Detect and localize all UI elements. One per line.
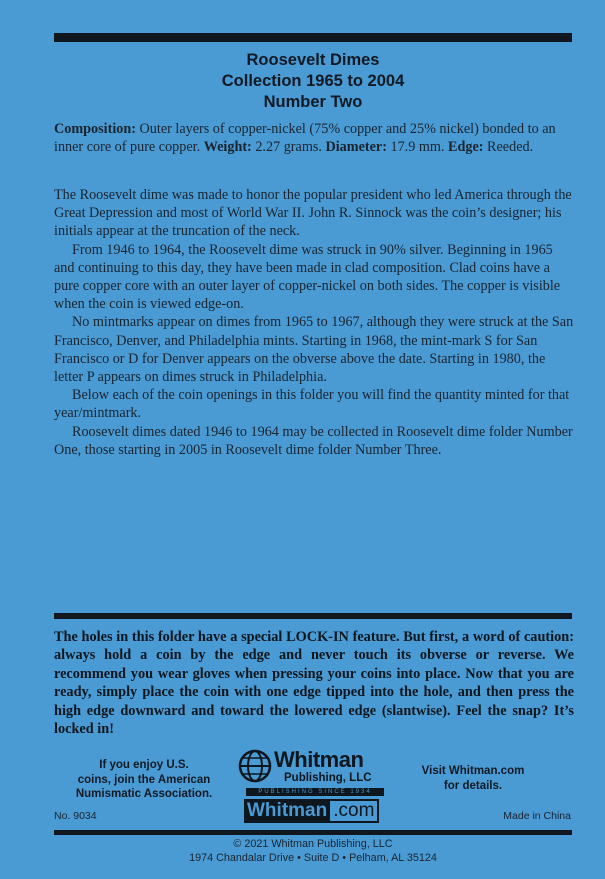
diameter-text: 17.9 mm. [386,139,449,156]
paragraph-silver: From 1946 to 1964, the Roosevelt dime was struck in 90% silver. Beginning in 1965 and continuing to this day, they have been made in clad composition. Clad coins have a pure copper core with an outer layer of copper-nickel on both sides. The copper is visible when the coin is viewed edge-on. [54,241,561,313]
edge-text: Reeded. [483,139,534,156]
title-line-1: Roosevelt Dimes [246,51,380,69]
catalog-number: No. 9034 [54,810,97,822]
bottom-rule [54,830,572,835]
composition-text: Outer layers of copper-nickel (75% copper and 25% nickel) bonded to an inner core of pure copper. [54,121,556,156]
lockin-instructions: The holes in this folder have a special LOCK-IN feature. But first, a word of caution: always hold a coin by the edge and never touch its obverse or reverse. We recommend you wear gloves when pressing your coins into place. Now that you are ready, simply place the coin with one edge tipped into the hole, and then press the high edge downward and toward the lowered edge (slantwise). Feel the snap? It’s locked in! [54,629,574,738]
diameter-label: Diameter: [325,139,387,156]
history-text [54,186,574,459]
copyright-line: © 2021 Whitman Publishing, LLC [233,838,393,850]
wordmark-com: .com [330,799,379,823]
page-title [54,50,572,113]
whitman-com-wordmark [244,799,379,823]
weight-label: Weight: [203,139,252,156]
ana-line-3: Numismatic Association. [75,788,213,800]
brand-subtitle: Publishing, LLC [284,772,372,784]
made-in-label: Made in China [503,810,571,822]
weight-text: 2.27 grams. [251,139,326,156]
composition-spec [54,120,574,156]
ana-line-1: If you enjoy U.S. [99,759,189,771]
brand-name: Whitman [274,747,364,772]
middle-rule [54,613,572,619]
ana-promo [54,758,234,802]
whitman-logo [238,747,390,825]
wordmark-whitman: Whitman [244,799,330,823]
paragraph-mintmarks: No mintmarks appear on dimes from 1965 to 1967, although they were struck at the San Francisco, Denver, and Philadelphia mints. Starting in 1968, the mint-mark S for San Francisco or D for Denver appears on the obverse above the date. Starting in 1980, the letter P appears on dimes struck in Philadelphia. [54,314,574,386]
globe-icon [238,749,272,783]
visit-promo [398,764,548,794]
visit-line-1: Visit Whitman.com [421,765,525,777]
copyright-block [54,838,572,865]
title-line-3: Number Two [263,93,363,111]
edge-label: Edge: [448,139,484,156]
paragraph-other-folders: Roosevelt dimes dated 1946 to 1964 may be collected in Roosevelt dime folder Number One, those starting in 2005 in Roosevelt dime folder Number Three. [54,423,573,458]
visit-line-2: for details. [443,780,503,792]
paragraph-intro: The Roosevelt dime was made to honor the popular president who led America through the Great Depression and most of World War II. John R. Sinnock was the coin’s designer; his initials appear at the truncation of the neck. [54,187,572,240]
composition-label: Composition: [54,121,136,137]
ana-line-2: coins, join the American [77,773,211,786]
title-line-2: Collection 1965 to 2004 [221,72,405,90]
address-line: 1974 Chandalar Drive • Suite D • Pelham, AL 35124 [189,851,437,864]
top-rule [54,33,572,42]
paragraph-quantity: Below each of the coin openings in this folder you will find the quantity minted for that year/mintmark. [54,387,570,422]
since-banner: PUBLISHING SINCE 1934 [246,788,384,796]
